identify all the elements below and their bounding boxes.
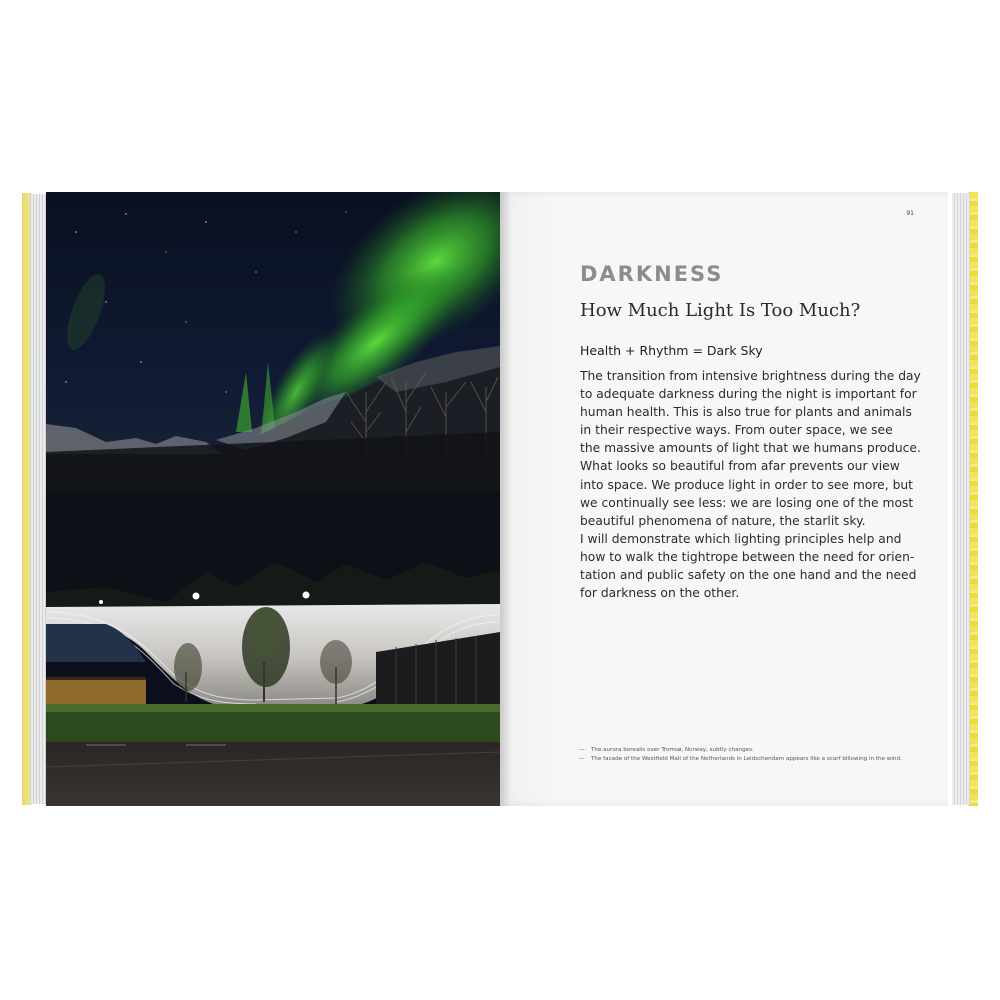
body-line: tation and public safety on the one hand and the need	[580, 568, 917, 583]
section-label: DARKNESS	[580, 262, 724, 286]
caption-dash: —	[579, 755, 585, 762]
body-line: we continually see less: we are losing one of the most	[580, 495, 914, 510]
body-line: human health. This is also true for plants and animals	[580, 405, 912, 420]
body-line: beautiful phenomena of nature, the starlit sky.	[580, 513, 866, 528]
body-line: I will demonstrate which lighting principles help and	[580, 531, 902, 546]
body-text	[580, 367, 940, 602]
page-title: How Much Light Is Too Much?	[580, 300, 861, 321]
body-line: into space. We produce light in order to see more, but	[580, 477, 913, 492]
body-line: The transition from intensive brightness during the day	[580, 369, 921, 383]
page-edges-right	[952, 193, 970, 805]
page-subtitle: Health + Rhythm = Dark Sky	[580, 343, 763, 358]
caption-text: The aurora borealis over Tromsø, Norway, subtly changes.	[591, 747, 754, 753]
body-line: What looks so beautiful from afar prevents our view	[580, 459, 900, 474]
caption-text: The facade of the Westfield Mall of the Netherlands in Leidschendam appears like a scarf billowing in the wind.	[591, 755, 902, 762]
caption	[579, 755, 909, 764]
photo-captions	[579, 746, 909, 763]
body-line: in their respective ways. From outer space, we see	[580, 423, 893, 438]
body-line: for darkness on the other.	[580, 586, 740, 601]
open-book	[22, 190, 978, 808]
body-line: to adequate darkness during the night is important for	[580, 387, 917, 402]
caption	[579, 746, 909, 755]
body-line: how to walk the tightrope between the need for orien-	[580, 549, 915, 564]
body-line: the massive amounts of light that we humans produce.	[580, 441, 921, 456]
aurora-photo	[46, 192, 500, 806]
right-page	[500, 192, 948, 806]
caption-dash: —	[579, 747, 585, 753]
page-number: 91	[906, 210, 914, 217]
